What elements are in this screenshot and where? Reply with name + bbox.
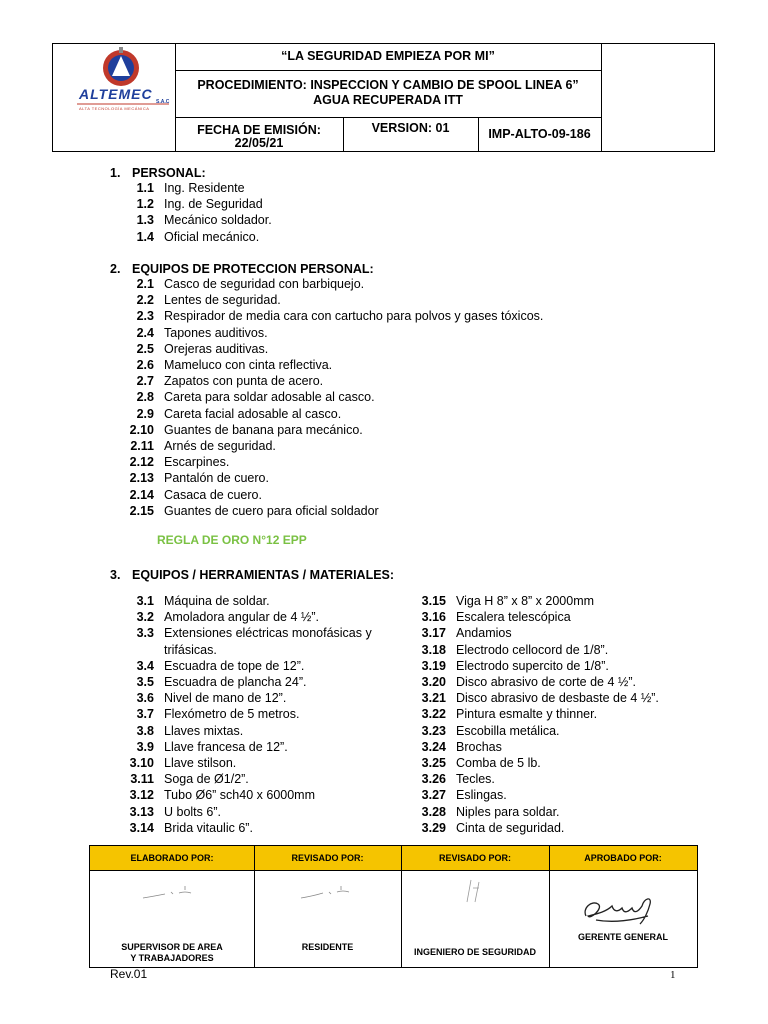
item-number: 2.13 <box>129 471 154 486</box>
list-item <box>421 804 560 820</box>
item-text: U bolts 6”. <box>164 804 221 819</box>
item-text: Oficial mecánico. <box>164 229 260 244</box>
company-name: ALTEMEC <box>79 86 153 102</box>
item-text: Zapatos con punta de acero. <box>164 374 324 389</box>
item-text: Casaca de cuero. <box>164 487 262 502</box>
item-number: 3.13 <box>129 804 154 819</box>
signature-general-manager <box>578 890 668 930</box>
list-item <box>136 723 244 739</box>
list-item <box>421 739 502 755</box>
item-text: Ing. Residente <box>164 181 245 195</box>
list-item <box>421 690 659 706</box>
item-number: 3.8 <box>136 723 154 738</box>
item-text: Soga de Ø1/2”. <box>164 772 249 787</box>
list-item <box>130 771 249 787</box>
item-number: 3.9 <box>136 739 154 754</box>
item-number: 2.11 <box>130 439 154 453</box>
item-number: 3.18 <box>421 642 446 657</box>
list-item <box>421 642 609 658</box>
item-number: 2.1 <box>136 277 154 291</box>
section-number: 3. <box>110 568 121 582</box>
role-safety-engineer: INGENIERO DE SEGURIDAD <box>413 947 536 957</box>
section-number: 2. <box>110 262 121 276</box>
item-number: 3.3 <box>136 626 154 641</box>
item-text: Brida vitaulic 6”. <box>164 820 253 835</box>
item-text: Amoladora angular de 4 ½”. <box>164 610 319 625</box>
list-item <box>136 609 319 625</box>
signature-supervisor <box>135 878 205 908</box>
item-number: 2.7 <box>136 374 154 389</box>
item-text: Escarpines. <box>164 455 230 470</box>
item-text: Escuadra de plancha 24”. <box>164 675 307 689</box>
slogan: “LA SEGURIDAD EMPIEZA POR MI” <box>281 49 495 63</box>
company-tagline: ALTA TECNOLOGÍA MECÁNICA <box>79 106 150 111</box>
list-item <box>136 706 300 722</box>
item-text: Mecánico soldador. <box>164 213 272 228</box>
item-text: Comba de 5 lb. <box>456 756 541 770</box>
item-text: Pintura esmalte y thinner. <box>456 707 598 722</box>
item-text: Lentes de seguridad. <box>164 293 281 308</box>
list-item <box>136 212 272 228</box>
item-number: 3.28 <box>421 804 446 819</box>
item-number: 3.22 <box>421 707 446 722</box>
role-resident: RESIDENTE <box>301 942 354 952</box>
item-number: 2.5 <box>136 341 154 356</box>
item-number: 2.9 <box>136 406 154 421</box>
approvals-table <box>89 845 698 968</box>
list-item <box>136 690 287 706</box>
list-item <box>136 292 281 308</box>
role-general-manager: GERENTE GENERAL <box>577 932 668 942</box>
item-number: 1.1 <box>136 181 154 195</box>
item-number: 2.6 <box>136 358 154 372</box>
list-item <box>136 341 269 357</box>
item-number: 3.12 <box>129 788 154 803</box>
item-text: Eslingas. <box>456 788 507 803</box>
list-item <box>421 593 595 609</box>
item-text: Orejeras auditivas. <box>164 341 269 356</box>
list-item <box>136 196 263 212</box>
list-item <box>136 325 268 341</box>
list-item <box>129 787 315 803</box>
item-text: Llave francesa de 12”. <box>164 739 288 754</box>
item-text: Nivel de mano de 12”. <box>164 691 287 706</box>
item-text: Careta facial adosable al casco. <box>164 406 342 421</box>
item-number: 1.4 <box>136 229 154 244</box>
version: VERSION: 01 <box>371 121 450 135</box>
golden-rule: REGLA DE ORO N°12 EPP <box>157 533 307 547</box>
list-item <box>130 438 276 454</box>
item-number: 2.3 <box>136 309 154 324</box>
item-text: Cinta de seguridad. <box>456 820 565 835</box>
item-number: 2.12 <box>129 455 154 470</box>
item-number: 2.10 <box>129 422 154 437</box>
item-text: Llaves mixtas. <box>164 723 244 738</box>
list-item <box>129 470 269 486</box>
procedure-title-line1: PROCEDIMIENTO: INSPECCION Y CAMBIO DE SPOOL LINEA 6” <box>197 78 579 92</box>
item-text: Viga H 8” x 8” x 2000mm <box>456 594 595 608</box>
list-item <box>129 755 237 771</box>
item-number: 2.15 <box>129 503 154 518</box>
list-item <box>136 389 375 405</box>
revision-label: Rev.01 <box>110 967 148 981</box>
list-item <box>421 820 565 836</box>
list-item <box>421 723 560 739</box>
list-item <box>136 658 305 674</box>
item-number: 2.14 <box>129 487 154 502</box>
item-number: 3.19 <box>421 658 446 673</box>
item-text: Disco abrasivo de desbaste de 4 ½”. <box>456 691 659 706</box>
item-number: 3.2 <box>136 610 154 625</box>
item-number: 3.5 <box>136 675 154 689</box>
item-number: 1.3 <box>136 213 154 228</box>
item-text: Brochas <box>456 739 502 754</box>
item-text: Llave stilson. <box>164 756 237 770</box>
item-number: 1.2 <box>136 197 154 212</box>
list-item <box>421 706 598 722</box>
item-number: 3.4 <box>136 658 154 673</box>
list-item <box>136 739 288 755</box>
header-reviewed-by: REVISADO POR: <box>291 853 364 863</box>
list-item <box>421 674 636 690</box>
item-text: trifásicas. <box>164 642 217 657</box>
role-area-supervisor-text: SUPERVISOR DE AREA Y TRABAJADORES <box>121 942 223 963</box>
item-text: Niples para soldar. <box>456 804 560 819</box>
item-text: Disco abrasivo de corte de 4 ½”. <box>456 675 636 689</box>
item-number: 3.29 <box>421 820 446 835</box>
list-item <box>136 373 324 389</box>
list-item <box>129 503 379 519</box>
item-number: 3.26 <box>421 772 446 787</box>
item-text: Andamios <box>456 626 512 641</box>
list-item <box>136 674 307 690</box>
item-text: Ing. de Seguridad <box>164 197 263 212</box>
item-number: 3.23 <box>421 723 446 738</box>
item-text: Guantes de cuero para oficial soldador <box>164 503 379 518</box>
item-text: Careta para soldar adosable al casco. <box>164 390 375 405</box>
document-code: IMP-ALTO-09-186 <box>488 127 591 141</box>
issue-date-label: FECHA DE EMISIÓN: <box>197 123 321 137</box>
item-number: 3.17 <box>421 626 446 641</box>
item-text: Pantalón de cuero. <box>164 471 269 486</box>
list-item <box>136 276 365 292</box>
list-item <box>136 406 342 422</box>
item-number: 3.11 <box>130 772 154 787</box>
item-number: 3.24 <box>421 739 446 754</box>
item-text: Escuadra de tope de 12”. <box>164 658 305 673</box>
item-number: 3.1 <box>136 594 154 608</box>
list-item <box>421 787 507 803</box>
list-item <box>421 609 571 625</box>
list-item <box>129 820 253 836</box>
item-number: 2.8 <box>136 390 154 405</box>
header-prepared-by: ELABORADO POR: <box>130 853 214 863</box>
item-number: 3.16 <box>421 610 446 625</box>
section-title: EQUIPOS DE PROTECCION PERSONAL: <box>132 262 374 276</box>
item-number: 3.25 <box>421 756 446 770</box>
item-text: Tapones auditivos. <box>164 325 268 340</box>
list-item <box>129 487 262 503</box>
item-text: Casco de seguridad con barbiquejo. <box>164 277 365 291</box>
list-item <box>164 642 217 658</box>
item-text: Flexómetro de 5 metros. <box>164 707 300 722</box>
header-approved-by: APROBADO POR: <box>584 853 662 863</box>
header-reviewed-by-2: REVISADO POR: <box>438 853 511 863</box>
item-text: Máquina de soldar. <box>164 594 270 608</box>
list-item <box>136 180 245 196</box>
item-number: 3.7 <box>136 707 154 722</box>
item-text: Escobilla metálica. <box>456 723 560 738</box>
item-text: Guantes de banana para mecánico. <box>164 422 363 437</box>
item-text: Electrodo cellocord de 1/8”. <box>456 642 609 657</box>
item-text: Arnés de seguridad. <box>164 439 276 453</box>
list-item <box>136 357 333 373</box>
issue-date-value: 22/05/21 <box>234 136 284 150</box>
item-text: Electrodo supercito de 1/8”. <box>456 658 609 673</box>
procedure-title-line2: AGUA RECUPERADA ITT <box>313 93 463 107</box>
item-number: 3.10 <box>129 756 154 770</box>
company-logo <box>63 46 175 121</box>
list-item <box>136 593 270 609</box>
item-text: Extensiones eléctricas monofásicas y <box>164 626 372 641</box>
list-item <box>129 422 363 438</box>
role-area-supervisor <box>90 942 254 964</box>
signature-safety-engineer <box>455 874 495 908</box>
item-text: Mameluco con cinta reflectiva. <box>164 358 333 372</box>
list-item <box>129 454 230 470</box>
page-number: 1 <box>670 969 676 981</box>
item-number: 2.2 <box>136 293 154 308</box>
item-number: 3.6 <box>136 691 154 706</box>
item-text: Escalera telescópica <box>456 610 571 625</box>
item-number: 2.4 <box>136 325 154 340</box>
item-number: 3.27 <box>421 788 446 803</box>
item-text: Tubo Ø6” sch40 x 6000mm <box>164 788 315 803</box>
item-number: 3.15 <box>421 594 446 608</box>
list-item <box>136 625 372 641</box>
section-title: EQUIPOS / HERRAMIENTAS / MATERIALES: <box>132 568 395 582</box>
item-text: Respirador de media cara con cartucho para polvos y gases tóxicos. <box>164 309 544 324</box>
item-text: Tecles. <box>456 772 495 787</box>
list-item <box>421 625 512 641</box>
item-number: 3.20 <box>421 675 446 689</box>
section-number: 1. <box>110 166 121 180</box>
list-item <box>136 308 544 324</box>
list-item <box>421 755 541 771</box>
company-suffix: S.A.C <box>156 99 170 105</box>
item-number: 3.14 <box>129 820 154 835</box>
list-item <box>129 804 221 820</box>
item-number: 3.21 <box>421 691 446 706</box>
list-item <box>421 771 495 787</box>
document-header <box>52 43 715 152</box>
signature-resident <box>295 878 365 908</box>
section-title: PERSONAL: <box>132 166 206 180</box>
list-item <box>136 229 260 245</box>
list-item <box>421 658 609 674</box>
